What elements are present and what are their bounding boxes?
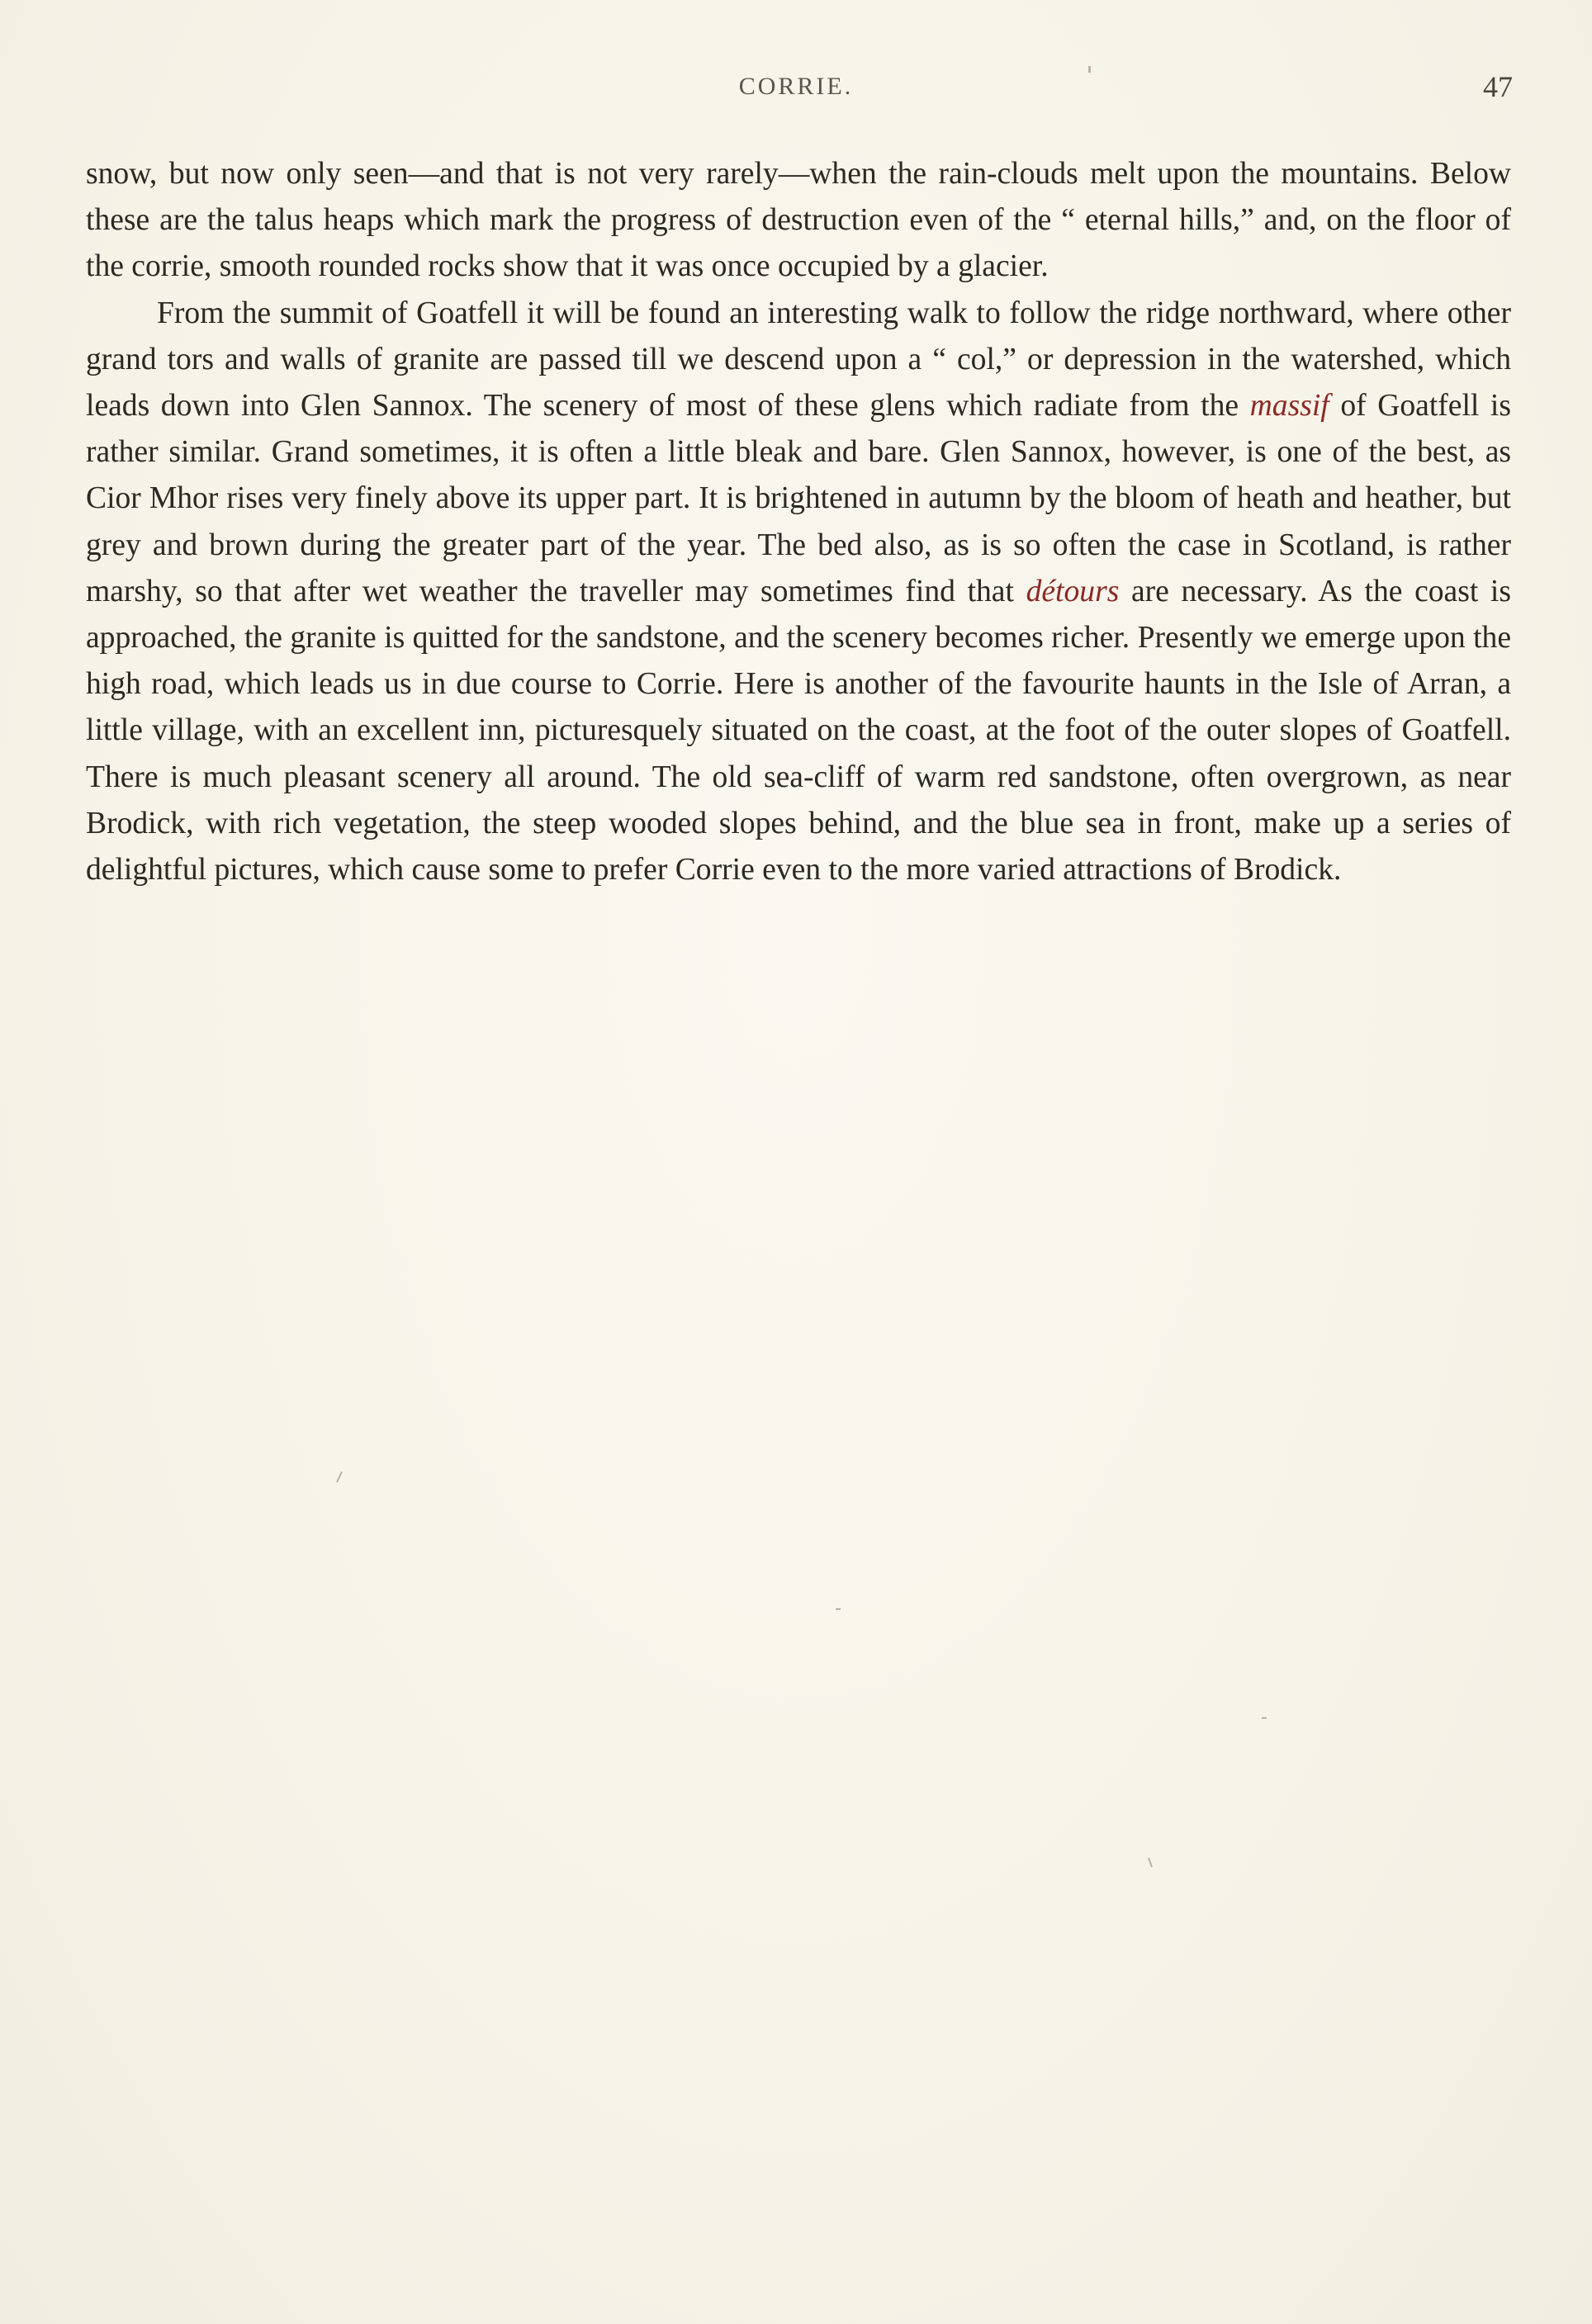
body-text [86, 151, 1511, 893]
page-number: 47 [1483, 70, 1513, 103]
paper-speck [1262, 1717, 1267, 1719]
paper-speck [836, 1608, 841, 1610]
italic-term-massif: massif [1249, 389, 1329, 424]
paragraph-continued [86, 151, 1511, 291]
paragraph-text: From the summit of Goatfell it will be found an interesting walk to follow the ridge northward, where other grand tors and walls of granite are passed till we descend upon a “ col,” or depression in the watershed, which leads down into Glen Sannox. The scenery of most of these glens which radiate from the [86, 296, 1511, 424]
paragraph-text: snow, but now only seen—and that is not very rarely—when the rain-clouds melt upon the mountains. Below these are the talus heaps which mark the progress of destruction even of the “ eternal hills,” and, on the floor of the corrie, smooth rounded rocks show that it was once occupied by a glacier. [86, 157, 1511, 284]
running-title: CORRIE. [738, 73, 854, 100]
paper-speck [1088, 66, 1091, 73]
paragraph-text: are necessary. As the coast is approached, the granite is quitted for the sandstone, and the scenery becomes richer. Presently we emerge upon the high road, which leads us in due course to Corrie. Here is another of the favourite haunts in the Isle of Arran, a little village, with an excellent inn, picturesquely situated on the coast, at the foot of the outer slopes of Goatfell. There is much pleasant scenery all around. The old sea-cliff of warm red sandstone, often overgrown, as near Brodick, with rich vegetation, the steep wooded slopes behind, and the blue sea in front, make up a series of delightful pictures, which cause some to prefer Corrie even to the more varied attractions of Brodick. [86, 574, 1511, 887]
paragraph-goatfell-ridge [86, 291, 1511, 894]
italic-term-detours: détours [1026, 574, 1120, 608]
running-head [79, 70, 1513, 114]
paper-speck [1148, 1858, 1153, 1867]
paragraph-text: of Goatfell is rather similar. Grand sometimes, it is often a little bleak and bare. Glen Sannox, however, is one of the best, as Cior Mhor rises very finely above its upper part. It is brightened in autumn by the bloom of heath and heather, but grey and brown during the greater part of the year. The bed also, as is so often the case in Scotland, is rather marshy, so that after wet weather the traveller may sometimes find that [86, 389, 1512, 608]
paper-speck [336, 1471, 343, 1483]
